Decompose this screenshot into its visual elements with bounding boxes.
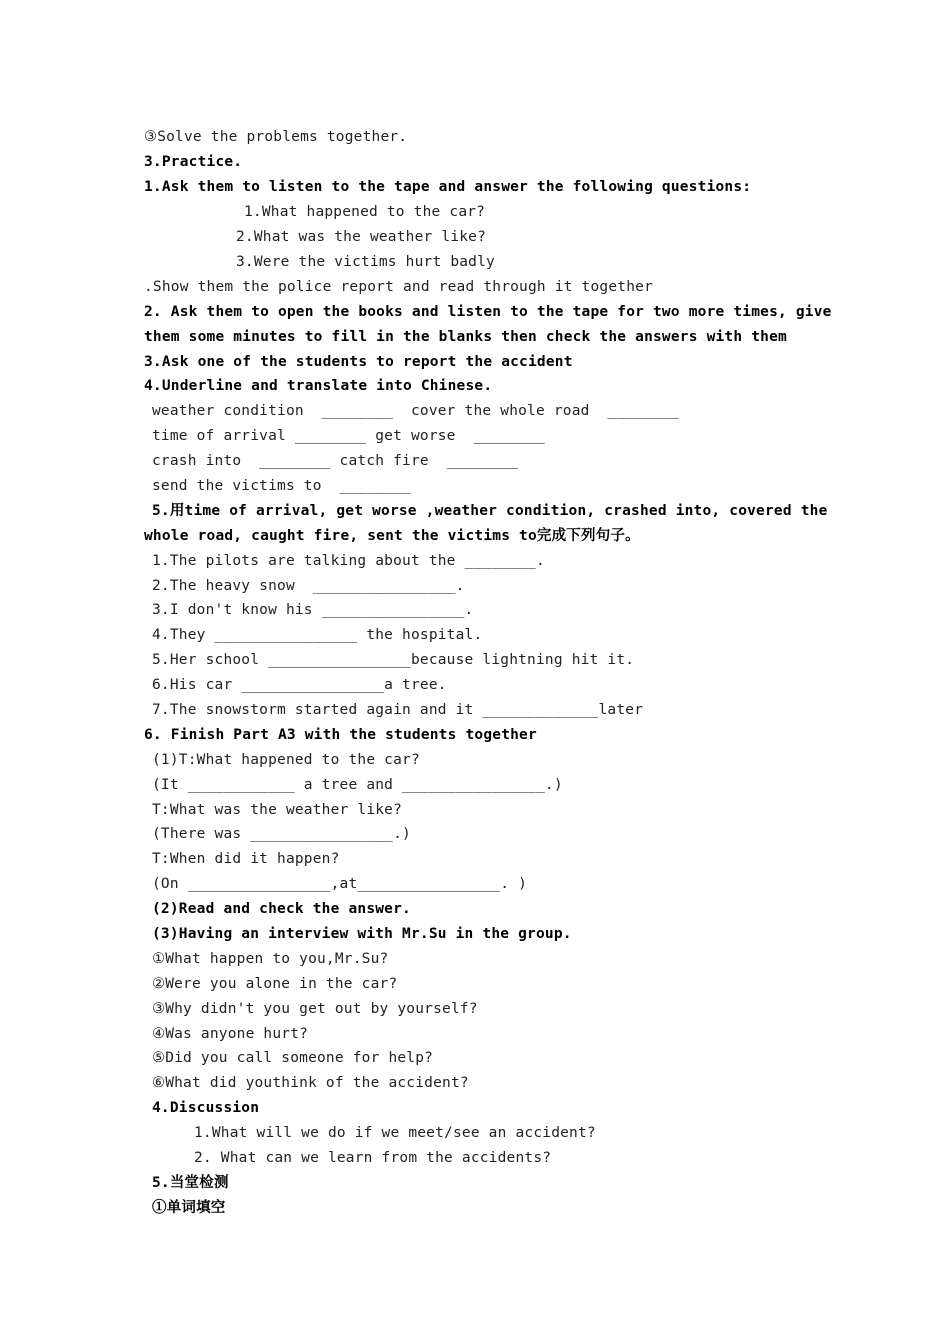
section-heading: ①单词填空	[152, 1200, 226, 1216]
interview-question: ②Were you alone in the car?	[152, 976, 398, 992]
section-heading: 6. Finish Part A3 with the students together	[144, 727, 537, 743]
exercise-line: 3.I don't know his ________________.	[152, 602, 474, 618]
interview-question: ④Was anyone hurt?	[152, 1026, 309, 1042]
section-heading: 5.当堂检测	[152, 1175, 229, 1191]
discussion-question: 2. What can we learn from the accidents?	[194, 1150, 552, 1166]
exercise-line: 6.His car ________________a tree.	[152, 677, 447, 693]
question-line: 3.Were the victims hurt badly	[236, 254, 495, 270]
phrase-line: weather condition ________ cover the whole road ________	[152, 403, 679, 419]
interview-question: ⑤Did you call someone for help?	[152, 1050, 434, 1066]
exercise-line: 1.The pilots are talking about the ________.	[152, 553, 545, 569]
exercise-line: 2.The heavy snow ________________.	[152, 578, 465, 594]
interview-question: ①What happen to you,Mr.Su?	[152, 951, 389, 967]
text-line: 3.Ask one of the students to report the accident	[144, 354, 573, 370]
phrase-line: time of arrival ________ get worse ________	[152, 428, 545, 444]
exercise-line: 4.They ________________ the hospital.	[152, 627, 483, 643]
text-line: .Show them the police report and read through it together	[144, 279, 653, 295]
section-heading: (3)Having an interview with Mr.Su in the group.	[152, 926, 572, 942]
text-line: whole road, caught fire, sent the victims to完成下列句子。	[144, 528, 640, 544]
text-line: them some minutes to fill in the blanks then check the answers with them	[144, 329, 787, 345]
discussion-question: 1.What will we do if we meet/see an accident?	[194, 1125, 596, 1141]
dialogue-line: (There was ________________.)	[152, 826, 411, 842]
exercise-line: 7.The snowstorm started again and it _____________later	[152, 702, 644, 718]
phrase-line: crash into ________ catch fire ________	[152, 453, 519, 469]
section-heading: 5.用time of arrival, get worse ,weather condition, crashed into, covered the	[152, 503, 828, 519]
phrase-line: send the victims to ________	[152, 478, 411, 494]
interview-question: ⑥What did youthink of the accident?	[152, 1075, 469, 1091]
dialogue-line: (1)T:What happened to the car?	[152, 752, 420, 768]
section-heading: 3.Practice.	[144, 154, 243, 170]
exercise-line: 5.Her school ________________because lightning hit it.	[152, 652, 635, 668]
dialogue-line: (It ____________ a tree and ________________.)	[152, 777, 563, 793]
section-heading: 4.Discussion	[152, 1100, 260, 1116]
dialogue-line: T:When did it happen?	[152, 851, 340, 867]
section-heading: 4.Underline and translate into Chinese.	[144, 378, 493, 394]
text-line: 1.Ask them to listen to the tape and answer the following questions:	[144, 179, 752, 195]
question-line: 1.What happened to the car?	[244, 204, 486, 220]
section-heading: (2)Read and check the answer.	[152, 901, 411, 917]
text-line: ③Solve the problems together.	[144, 129, 408, 145]
text-line: 2. Ask them to open the books and listen to the tape for two more times, give	[144, 304, 832, 320]
interview-question: ③Why didn't you get out by yourself?	[152, 1001, 478, 1017]
dialogue-line: T:What was the weather like?	[152, 802, 403, 818]
question-line: 2.What was the weather like?	[236, 229, 487, 245]
dialogue-line: (On ________________,at________________. )	[152, 876, 528, 892]
